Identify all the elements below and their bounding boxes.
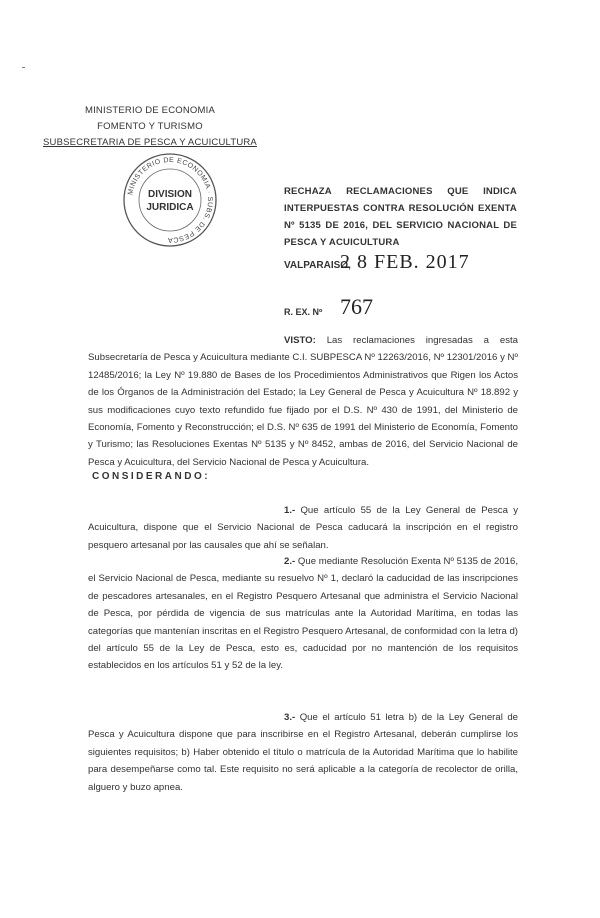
seal-center-juridica: JURIDICA bbox=[146, 202, 194, 213]
considerando-heading: CONSIDERANDO: bbox=[92, 471, 211, 482]
resolution-number-label: R. EX. Nº bbox=[284, 307, 323, 317]
visto-label: VISTO: bbox=[284, 335, 316, 346]
item-text: Que artículo 55 de la Ley General de Pesca y Acuicultura, dispone que el Servicio Nacional de Pesca caducará la inscripción en el registro pesquero artesanal por las causales que ahí se señalan. bbox=[88, 505, 518, 551]
considerando-item-1 bbox=[88, 502, 518, 554]
letterhead-ministry: MINISTERIO DE ECONOMIA bbox=[84, 105, 216, 116]
seal-ring-text: MINISTERIO DE ECONOMIA · SUBS. DE PESCA bbox=[127, 156, 214, 244]
seal-center-division: DIVISION bbox=[148, 189, 192, 200]
letterhead bbox=[40, 103, 260, 151]
item-number: 3.- bbox=[284, 712, 296, 723]
item-text: Que el artículo 51 letra b) de la Ley General de Pesca y Acuicultura dispone que para inscribirse en el Registro Artesanal, deberán cumplirse los siguientes requisitos; b) Haber obtenido el título o matrícula de la Autoridad Marítima que lo habilite para desempeñarse como tal. Este requisito no será aplicable a la categoría de recolector de orilla, alguero y buzo apnea. bbox=[88, 712, 518, 793]
letterhead-ministry-sub: FOMENTO Y TURISMO bbox=[97, 121, 203, 132]
considerando-item-3 bbox=[88, 709, 518, 796]
visto-text: Las reclamaciones ingresadas a esta Subsecretaría de Pesca y Acuicultura mediante C.I. SUBPESCA Nº 12263/2016, Nº 12301/2016 y Nº 12485/2016; la Ley Nº 19.880 de Bases de los Procedimientos Administrativos que Rigen los Actos de los Órganos de la Administración del Estado; la Ley General de Pesca y Acuicultura Nº 18.892 y sus modificaciones cuyo texto refundido fue fijado por el D.S. Nº 430 de 1991, del Ministerio de Economía, Fomento y Reconstrucción; el D.S. Nº 635 de 1991 del Ministerio de Economía, Fomento y Turismo; las Resoluciones Exentas Nº 5135 y Nº 8452, ambas de 2016, del Servicio Nacional de Pesca y Acuicultura, del Servicio Nacional de Pesca y Acuicultura. bbox=[88, 335, 518, 468]
place-label: VALPARAISO, bbox=[284, 260, 351, 271]
division-juridica-seal bbox=[120, 150, 220, 250]
visto-paragraph bbox=[88, 332, 518, 471]
item-number: 1.- bbox=[284, 505, 296, 516]
item-text: Que mediante Resolución Exenta Nº 5135 de 2016, el Servicio Nacional de Pesca, mediante su resuelvo Nº 1, declaró la caducidad de las inscripciones de pescadores artesanales, en el Registro Pesquero Artesanal que administra el Servicio Nacional de Pesca, por pérdida de vigencia de sus matrículas ante la Autoridad Marítima, en todas las categorías que mantenían inscritas en el Registro Pesquero Artesanal, de conformidad con la letra d) del artículo 55 de la Ley de Pesca, esto es, caducidad por no mantención de los requisitos establecidos en los artículos 51 y 52 de la ley. bbox=[88, 556, 519, 672]
resolution-subject: RECHAZA RECLAMACIONES QUE INDICA INTERPUESTAS CONTRA RESOLUCIÓN EXENTA Nº 5135 DE 2016, DEL SERVICIO NACIONAL DE PESCA Y ACUICULTURA bbox=[284, 186, 517, 248]
resolution-number: 767 bbox=[340, 294, 373, 319]
letterhead-subsecretaria: SUBSECRETARIA DE PESCA Y ACUICULTURA bbox=[43, 137, 257, 148]
considerando-item-2 bbox=[88, 553, 518, 675]
item-number: 2.- bbox=[284, 556, 296, 567]
scan-speck bbox=[22, 67, 25, 68]
resolution-date: 2 8 FEB. 2017 bbox=[340, 251, 470, 273]
